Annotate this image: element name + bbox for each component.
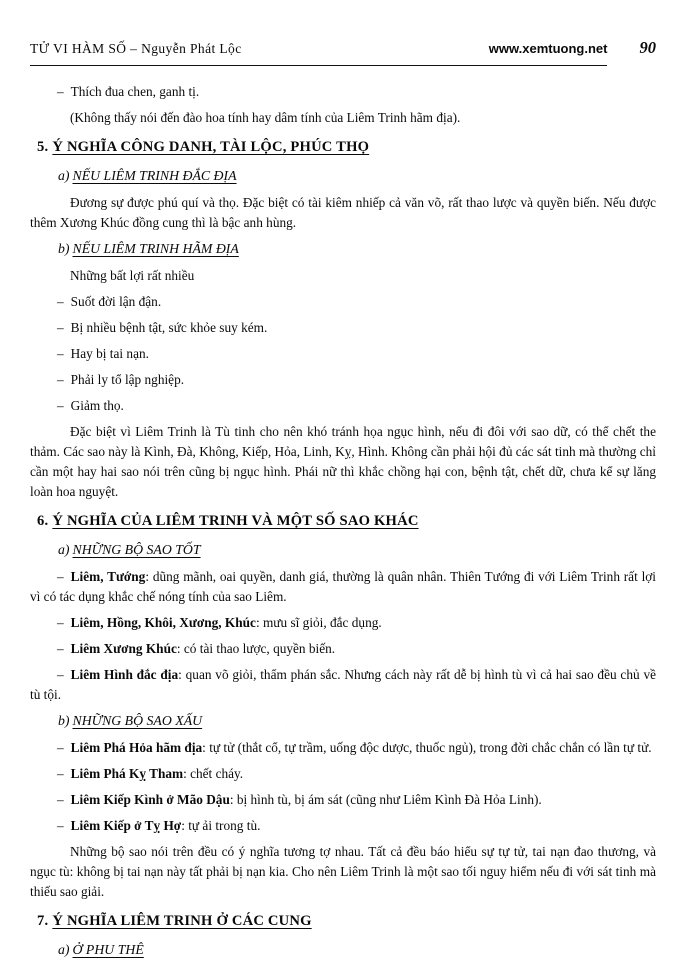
list-item-text: : quan võ giỏi, thẩm phán sắc. Nhưng cách này rất dễ bị hình tù vì cả hai sao đều chủ về tù tội. [30,667,656,702]
dash: – [57,667,64,682]
section-number: 5. [37,139,49,155]
paragraph: Những bất lợi rất nhiều [70,268,195,283]
dash: – [57,398,64,413]
star-set-name: Liêm Kiếp ở Tỵ Hợ [70,818,182,833]
section-title: Ý NGHĨA CÔNG DANH, TÀI LỘC, PHÚC THỌ [52,139,370,155]
list-item-text: : chết cháy. [183,766,244,781]
subsection-prefix: b) [58,241,70,256]
page-header [30,38,656,58]
subsection-5b-heading [58,239,656,259]
list-item-text: : dũng mãnh, oai quyền, danh giá, thường là quân nhân. Thiên Tướng đi với Liêm Trinh rất lợi vì có tác dụng khắc chế nóng tính của sao Liêm. [30,569,656,604]
subsection-prefix: a) [58,942,70,957]
list-item-text: : tự ải trong tù. [181,818,261,833]
list-item [30,292,656,312]
dash: – [57,766,64,781]
list-item-text: Hay bị tai nạn. [70,346,149,361]
dash: – [57,615,64,630]
subsection-5a-heading [58,166,656,186]
list-item [30,816,656,836]
star-set-name: Liêm, Hồng, Khôi, Xương, Khúc [70,615,256,630]
list-item [30,738,656,758]
subsection-6a-heading [58,540,656,560]
list-item [30,639,656,659]
book-title: TỬ VI HÀM SỐ – Nguyễn Phát Lộc [30,41,242,56]
section-number: 6. [37,513,49,529]
list-item-text: Phải ly tổ lập nghiệp. [70,372,185,387]
list-item-text: : có tài thao lược, quyền biến. [176,641,336,656]
list-item [30,370,656,390]
star-set-name: Liêm Kiếp Kình ở Mão Dậu [70,792,230,807]
subsection-title: NHỮNG BỘ SAO XẤU [72,713,203,728]
subsection-prefix: a) [58,168,70,183]
subsection-prefix: a) [58,542,70,557]
star-set-name: Liêm Phá Hỏa hãm địa [70,740,203,755]
subsection-prefix: b) [58,713,70,728]
dash: – [57,294,64,309]
subsection-6b-heading [58,711,656,731]
list-item [30,665,656,705]
subsection-title: NHỮNG BỘ SAO TỐT [72,542,201,557]
list-item-text: : mưu sĩ giỏi, đắc dụng. [255,615,382,630]
section-title: Ý NGHĨA LIÊM TRINH Ở CÁC CUNG [52,913,312,929]
list-item [30,318,656,338]
list-item [30,790,656,810]
dash: – [57,372,64,387]
subsection-title: NẾU LIÊM TRINH ĐẮC ĐỊA [72,168,237,183]
site-url: www.xemtuong.net [488,41,608,56]
dash: – [57,792,64,807]
list-item-text: Giảm thọ. [70,398,124,413]
list-item [30,764,656,784]
section-5-heading [37,137,656,158]
section-number: 7. [37,913,49,929]
list-item [30,567,656,607]
star-set-name: Liêm, Tướng [70,569,146,584]
section-7-heading [37,911,656,932]
subsection-title: Ở PHU THÊ [72,942,144,957]
star-set-name: Liêm Phá Kỵ Tham [70,766,184,781]
paragraph: Những bộ sao nói trên đều có ý nghĩa tương tợ nhau. Tất cả đều báo hiểu sự tự tử, tai nạn đao thương, và ngục tù: không bị tai nạn này tất phải bị nạn kia. Cho nên Liêm Trinh là một sao tối nguy hiểm nếu đi với sát tinh mà thiếu sao giải. [30,844,656,899]
header-rule [30,65,607,66]
document-body [30,82,656,960]
paragraph: Đặc biệt vì Liêm Trinh là Tù tinh cho nên khó tránh họa ngục hình, nếu đi đôi với sao dữ, có thể chết the thảm. Các sao này là Kình, Đà, Không, Kiếp, Hỏa, Linh, Kỵ, Hình. Không cần phải hội đủ các sát tinh mà thường chỉ cần một hay hai sao nói trên cũng bị ngục hình. Phái nữ thì khắc chồng hại con, bệnh tật, chết dữ, chưa kể sự lăng loàn hoa nguyệt. [30,424,656,499]
dash: – [57,569,64,584]
subsection-title: NẾU LIÊM TRINH HÃM ĐỊA [72,241,239,256]
star-set-name: Liêm Hình đắc địa [70,667,179,682]
list-item [30,82,656,102]
dash: – [57,346,64,361]
subsection-7a-heading [58,940,656,960]
note-paragraph: (Không thấy nói đến đào hoa tính hay dâm tính của Liêm Trinh hãm địa). [70,110,461,125]
list-item [30,344,656,364]
dash: – [57,740,64,755]
section-title: Ý NGHĨA CỦA LIÊM TRINH VÀ MỘT SỐ SAO KHÁC [52,513,419,529]
list-item-text: Bị nhiều bệnh tật, sức khỏe suy kém. [70,320,268,335]
dash: – [57,818,64,833]
dash: – [57,320,64,335]
list-item [30,396,656,416]
paragraph: Đương sự được phú quí và thọ. Đặc biệt có tài kiêm nhiếp cả văn võ, rất thao lược và quyền biến. Nếu được thêm Xương Khúc đồng cung thì là bậc anh hùng. [30,195,656,230]
list-item-text: Suốt đời lận đận. [70,294,162,309]
star-set-name: Liêm Xương Khúc [70,641,177,656]
dash: – [57,641,64,656]
list-item [30,613,656,633]
page-number: 90 [639,38,656,57]
list-item-text: : tự tử (thắt cổ, tự trầm, uống độc dược, thuốc ngủ), trong đời chắc chắn có lần tự tử. [202,740,652,755]
list-item-text: : bị hình tù, bị ám sát (cũng như Liêm Kình Đà Hỏa Linh). [229,792,542,807]
dash: – [57,84,64,99]
section-6-heading [37,511,656,532]
list-item-text: Thích đua chen, ganh tị. [70,84,200,99]
